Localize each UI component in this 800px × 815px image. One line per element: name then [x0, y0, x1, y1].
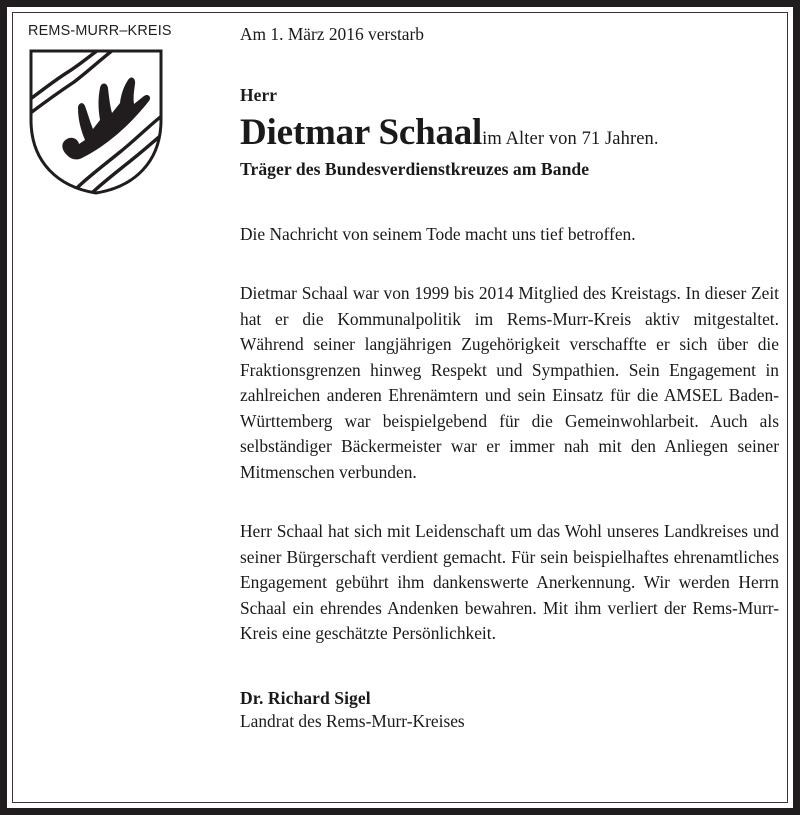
deceased-name-line [240, 113, 779, 153]
tribute-paragraph: Herr Schaal hat sich mit Leidenschaft um das Wohl unseres Landkreises und seiner Bürgerschaft verdient gemacht. Für sein beispielhaftes ehrenamtliches Engagement gebührt ihm dankenswerte Anerkennung. Wir werden Herrn Schaal ein ehrendes Andenken bewahren. Mit ihm verliert der Rems-Murr-Kreis eine geschätzte Persönlichkeit. [240, 521, 779, 644]
biography-paragraph: Dietmar Schaal war von 1999 bis 2014 Mitglied des Kreistags. In dieser Zeit hat er die Kommunalpolitik im Rems-Murr-Kreis aktiv mitgestaltet. Während seiner langjährigen Zugehörigkeit verschaffte er sich über die Fraktionsgrenzen hinweg Respekt und Sympathien. Sein Engagement in zahlreichen anderen Ehrenämtern und sein Einsatz für die AMSEL Baden-Württemberg war beispielgebend für die Gemeinwohlarbeit. Auch als selbständiger Bäckermeister war er immer nah mit den Anliegen seiner Mitmenschen verbunden. [240, 283, 779, 482]
rems-murr-kreis-coat-of-arms-icon [28, 48, 164, 196]
notice-content [7, 7, 793, 808]
condolence-paragraph: Die Nachricht von seinem Tode macht uns tief betroffen. [240, 223, 636, 244]
signatory-name: Dr. Richard Sigel [240, 687, 371, 708]
signatory-role: Landrat des Rems-Murr-Kreises [240, 711, 465, 732]
announcement-text-column [240, 23, 779, 734]
signature-block [240, 687, 779, 734]
salutation-label: Herr [240, 84, 278, 105]
age-at-death-text: im Alter von 71 Jahren. [482, 128, 659, 149]
honour-award-line: Träger des Bundesverdienstkreuzes am Bande [240, 158, 590, 179]
district-crest-block [28, 23, 213, 196]
date-of-death-line: Am 1. März 2016 verstarb [240, 24, 425, 44]
district-name-label: REMS-MURR–KREIS [28, 23, 172, 39]
deceased-name: Dietmar Schaal [240, 111, 483, 153]
